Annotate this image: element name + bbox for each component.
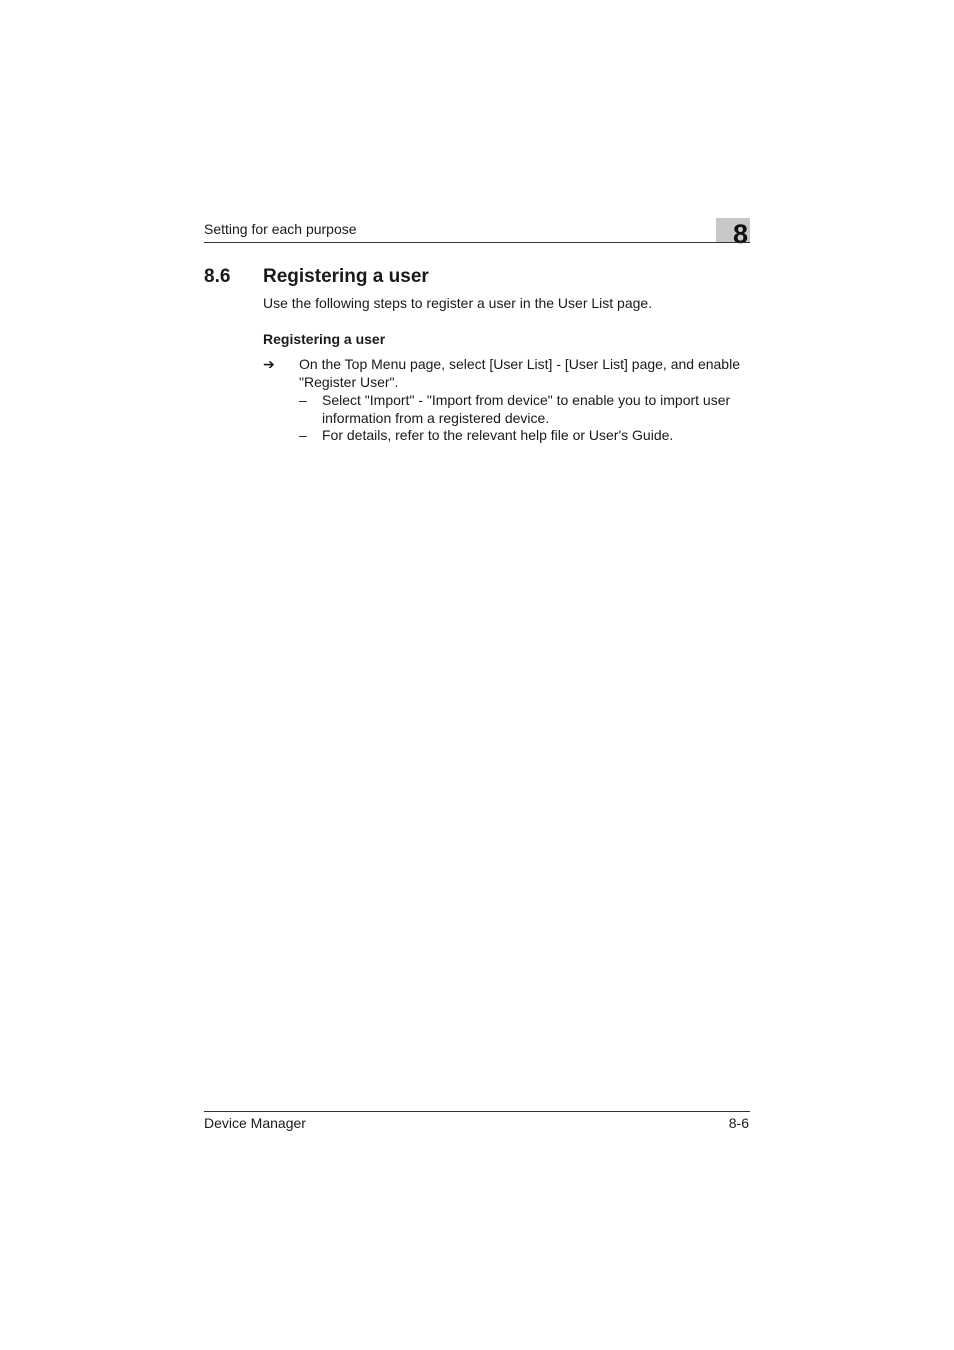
dash-bullet-icon: – (299, 392, 307, 408)
footer-product-name: Device Manager (204, 1115, 306, 1131)
running-header: Setting for each purpose (204, 221, 357, 237)
chapter-number: 8 (732, 219, 748, 249)
intro-paragraph: Use the following steps to register a user in the User List page. (263, 295, 653, 311)
sub-item-import: Select "Import" - "Import from device" to enable you to import user information from a registered device. (322, 392, 731, 426)
footer-divider (204, 1111, 750, 1112)
page-number: 8-6 (728, 1115, 749, 1131)
section-title: Registering a user (263, 266, 429, 287)
chapter-tab (716, 218, 750, 249)
procedure-step: On the Top Menu page, select [User List] - [User List] page, and enable "Register User". (299, 356, 740, 390)
section-number: 8.6 (204, 266, 231, 287)
procedure-heading: Registering a user (263, 331, 386, 347)
sub-item-details: For details, refer to the relevant help file or User's Guide. (322, 427, 674, 443)
header-divider (204, 242, 750, 243)
arrow-right-icon: ➔ (263, 356, 275, 372)
dash-bullet-icon: – (299, 427, 307, 443)
